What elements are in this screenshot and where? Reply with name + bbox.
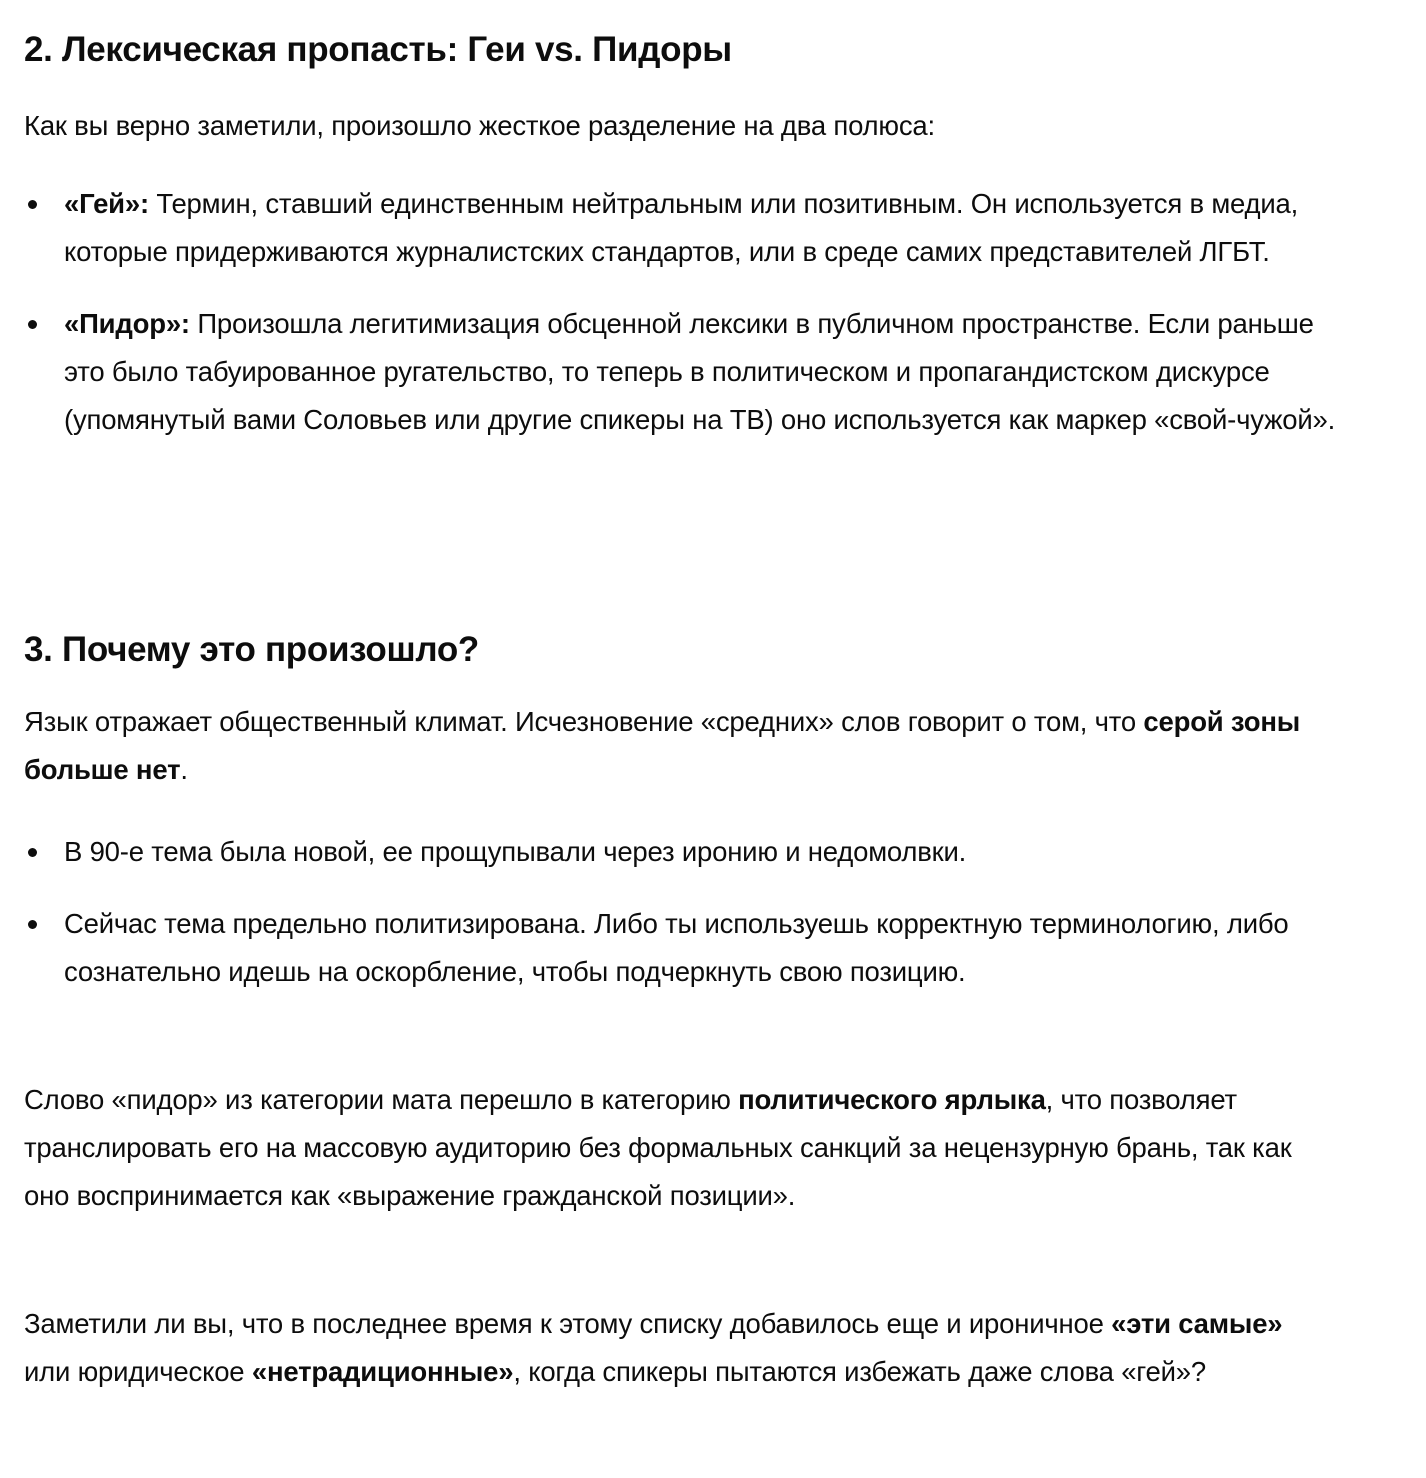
term-label: «Пидор»: (64, 308, 190, 339)
text: Заметили ли вы, что в последнее время к этому списку добавилось еще и ироничное (24, 1308, 1112, 1339)
list-item (24, 900, 1354, 996)
text: . (180, 754, 188, 785)
section3-intro (24, 698, 1304, 794)
text: Язык отражает общественный климат. Исчезновение «средних» слов говорит о том, что (24, 706, 1144, 737)
term-label: «Гей»: (64, 188, 149, 219)
item-text: В 90-е тема была новой, ее прощупывали через иронию и недомолвки. (64, 836, 967, 867)
bullet-icon (28, 920, 37, 929)
term-description: Произошла легитимизация обсценной лексики в публичном пространстве. Если раньше это было табуированное ругательство, то теперь в политическом и пропагандистском дискурсе (упомянутый вами Соловьев или другие спикеры на ТВ) оно используется как маркер «свой-чужой». (64, 308, 1336, 435)
section2-intro: Как вы верно заметили, произошло жесткое разделение на два полюса: (24, 110, 935, 141)
text: , когда спикеры пытаются избежать даже слова «гей»? (513, 1356, 1206, 1387)
bullet-icon (28, 200, 37, 209)
section3-list (24, 828, 1354, 996)
emphasis: серой зоны больше нет (24, 706, 1301, 785)
section-heading-why: 3. Почему это произошло? (24, 630, 479, 669)
text: или юридическое (24, 1356, 252, 1387)
list-item (24, 300, 1354, 444)
text: , что позволяет транслировать его на массовую аудиторию без формальных санкций за нецензурную брань, так как оно воспринимается как «выражение гражданской позиции». (24, 1084, 1292, 1211)
bullet-icon (28, 320, 37, 329)
bullet-icon (28, 848, 37, 857)
paragraph-political-label (24, 1076, 1314, 1220)
emphasis: «нетрадиционные» (251, 1356, 514, 1387)
list-item (24, 828, 1354, 876)
text: Слово «пидор» из категории мата перешло в категорию (24, 1084, 739, 1115)
term-description: Термин, ставший единственным нейтральным или позитивным. Он используется в медиа, которые придерживаются журналистских стандартов, или в среде самих представителей ЛГБТ. (64, 188, 1299, 267)
paragraph-question (24, 1300, 1314, 1396)
list-item (24, 180, 1354, 276)
section-heading-lexical-gap: 2. Лексическая пропасть: Геи vs. Пидоры (24, 30, 732, 69)
emphasis: политического ярлыка (738, 1084, 1046, 1115)
item-text: Сейчас тема предельно политизирована. Либо ты используешь корректную терминологию, либо сознательно идешь на оскорбление, чтобы подчеркнуть свою позицию. (64, 908, 1289, 987)
emphasis: «эти самые» (1111, 1308, 1283, 1339)
section2-list (24, 180, 1354, 444)
